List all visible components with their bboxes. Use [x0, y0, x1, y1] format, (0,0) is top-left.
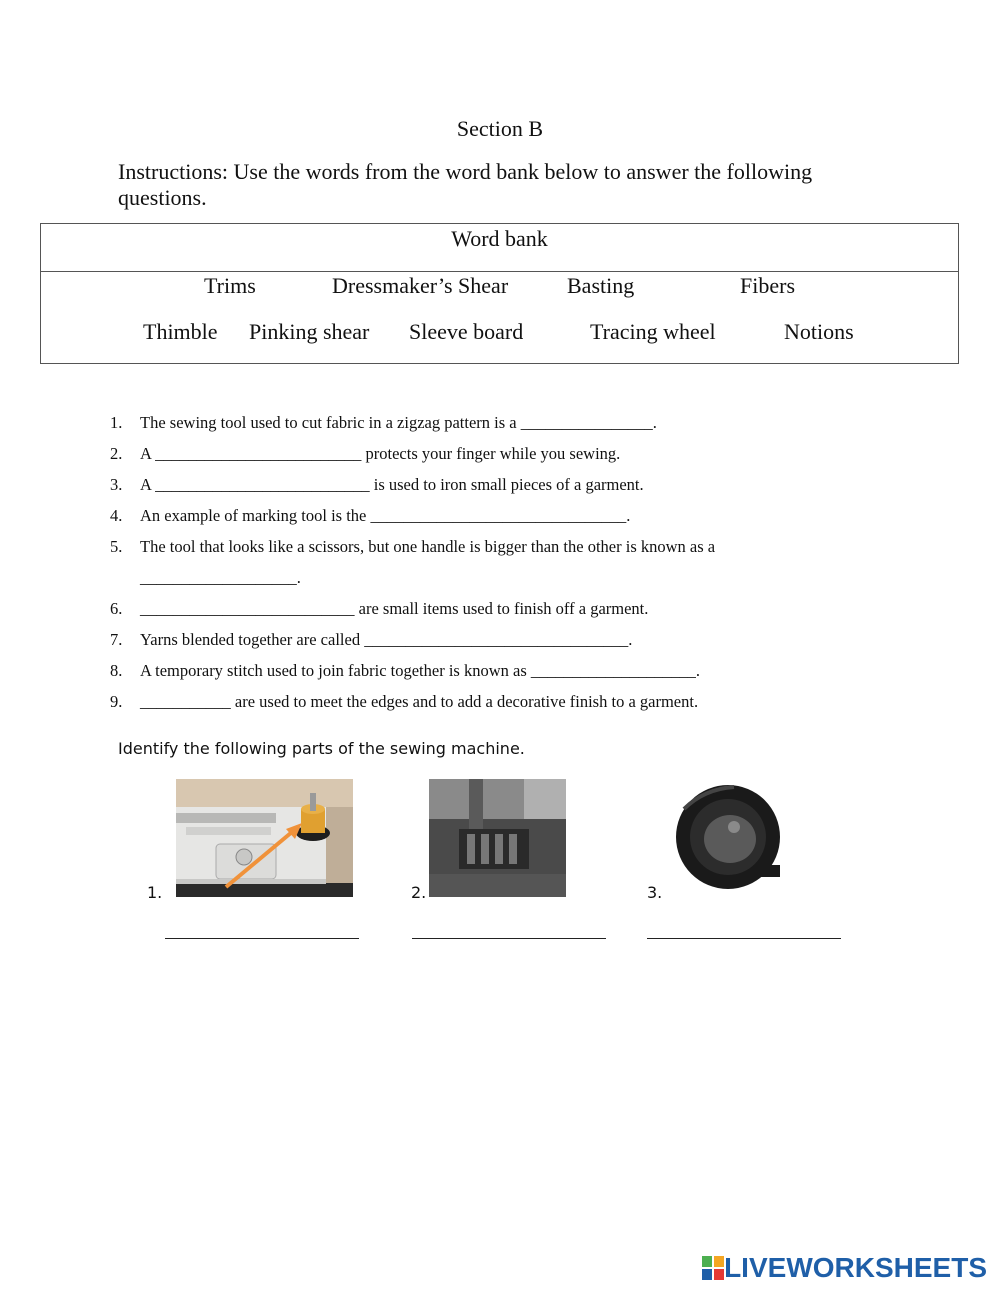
instructions-text: Instructions: Use the words from the word bank below to answer the following questions. [118, 159, 813, 210]
liveworksheets-logo[interactable] [702, 1252, 987, 1284]
question-number: 1. [110, 413, 123, 432]
question-text: An example of marking tool is the _______________________________. [140, 506, 631, 525]
question-number: 3. [110, 475, 123, 494]
word-bank-item: Tracing wheel [590, 319, 716, 344]
word-bank-item: Thimble [143, 319, 218, 344]
question-text: Yarns blended together are called ________________________________. [140, 630, 633, 649]
question-number: 6. [110, 599, 123, 618]
identify-heading: Identify the following parts of the sewing machine. [118, 739, 525, 758]
word-bank-title: Word bank [451, 226, 548, 251]
spool-pin-photo [176, 779, 353, 897]
word-bank-item: Notions [784, 319, 854, 344]
question-text: The sewing tool used to cut fabric in a zigzag pattern is a ________________. [140, 413, 657, 432]
part-number: 3. [647, 883, 663, 902]
word-bank-item: Pinking shear [249, 319, 370, 344]
word-bank-item: Sleeve board [409, 319, 524, 344]
question-number: 8. [110, 661, 123, 680]
question-text-continued: ___________________. [140, 568, 301, 587]
bobbin-case-photo [664, 779, 797, 897]
question-number: 4. [110, 506, 123, 525]
question-text: A _________________________ protects your finger while you sewing. [140, 444, 621, 463]
logo-text: LIVEWORKSHEETS [724, 1252, 987, 1283]
question-text: __________________________ are small items used to finish off a garment. [140, 599, 649, 618]
question-text: A temporary stitch used to join fabric together is known as ____________________. [140, 661, 701, 680]
question-text: The tool that looks like a scissors, but one handle is bigger than the other is known as a [140, 537, 716, 556]
part-number: 1. [147, 883, 163, 902]
question-text: A __________________________ is used to iron small pieces of a garment. [140, 475, 644, 494]
answer-line[interactable] [412, 938, 606, 939]
word-bank-item: Dressmaker’s Shear [332, 273, 509, 298]
word-bank-table [40, 223, 959, 364]
question-number: 2. [110, 444, 123, 463]
question-text: ___________ are used to meet the edges and to add a decorative finish to a garment. [140, 692, 699, 711]
part-number: 2. [411, 883, 427, 902]
logo-icon [702, 1256, 724, 1280]
question-number: 9. [110, 692, 123, 711]
word-bank-item: Trims [204, 273, 256, 298]
question-number: 7. [110, 630, 123, 649]
word-bank-divider [41, 271, 958, 272]
throat-plate-photo [429, 779, 566, 897]
question-number: 5. [110, 537, 123, 556]
answer-line[interactable] [647, 938, 841, 939]
answer-line[interactable] [165, 938, 359, 939]
word-bank-item: Basting [567, 273, 635, 298]
word-bank-item: Fibers [740, 273, 795, 298]
section-title: Section B [456, 116, 544, 141]
